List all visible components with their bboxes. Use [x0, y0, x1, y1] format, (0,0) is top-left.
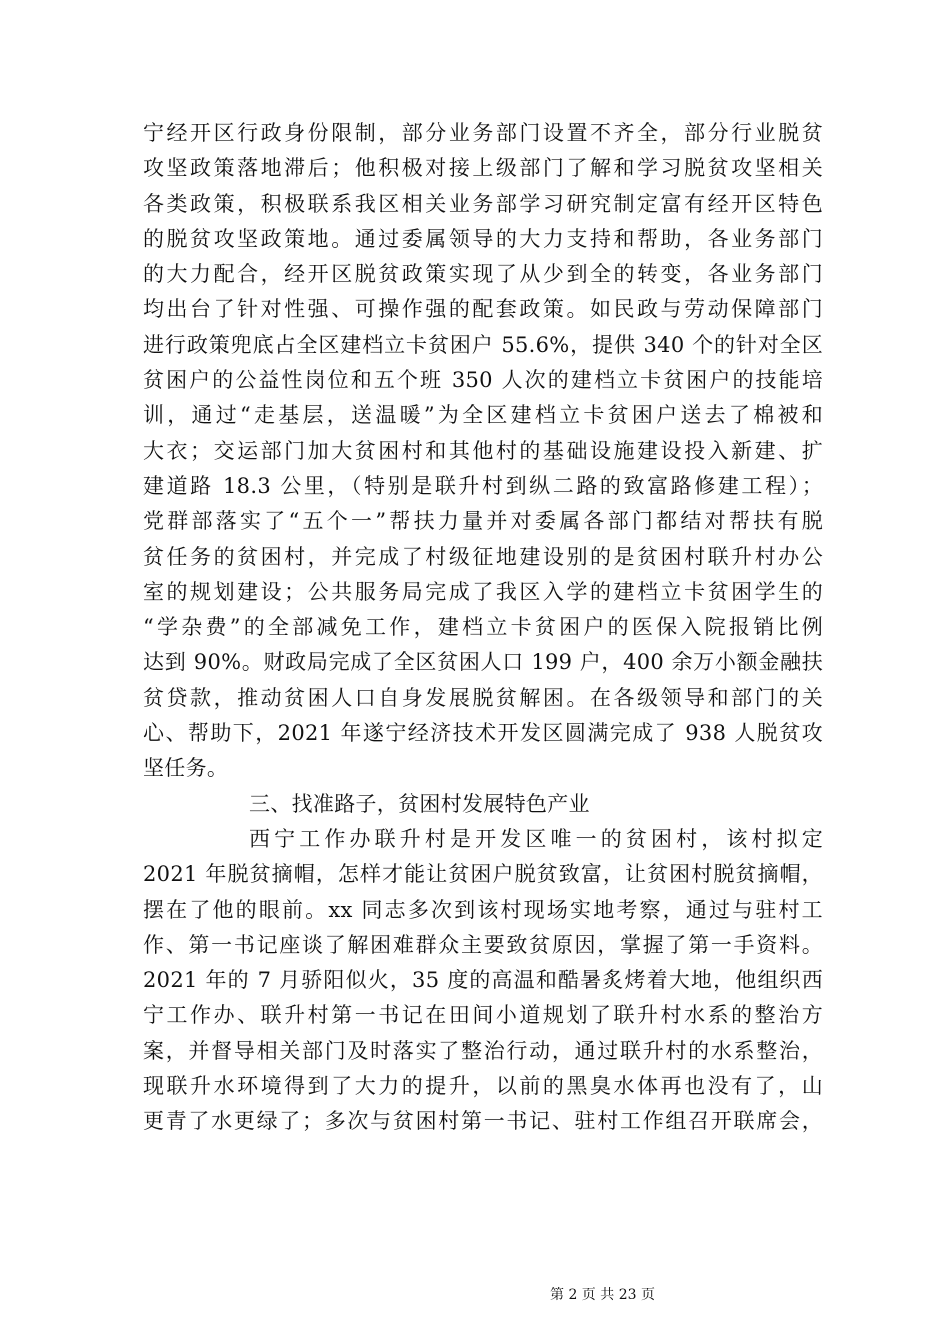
page-number-footer: 第 2 页 共 23 页 [550, 1287, 655, 1303]
paragraph-line: 各类政策，积极联系我区相关业务部学习研究制定富有经开区特色 [143, 191, 823, 216]
section-line: 现联升水环境得到了大力的提升，以前的黑臭水体再也没有了，山 [143, 1074, 823, 1099]
paragraph-line: 宁经开区行政身份限制，部分业务部门设置不齐全，部分行业脱贫 [143, 121, 823, 145]
paragraph-line: 大衣；交运部门加大贫困村和其他村的基础设施建设投入新建、扩 [143, 438, 823, 463]
paragraph-line: 的脱贫攻坚政策地。通过委属领导的大力支持和帮助，各业务部门 [143, 226, 823, 251]
paragraph-line: 心、帮助下，2021 年遂宁经济技术开发区圆满完成了 938 人脱贫攻 [143, 721, 823, 746]
paragraph-line: “学杂费”的全部减免工作，建档立卡贫困户的医保入院报销比例 [143, 615, 823, 640]
section-line: 作、第一书记座谈了解困难群众主要致贫原因，掌握了第一手资料。 [143, 932, 823, 957]
paragraph-line: 的大力配合，经开区脱贫政策实现了从少到全的转变，各业务部门 [143, 262, 823, 287]
paragraph-line: 均出台了针对性强、可操作强的配套政策。如民政与劳动保障部门 [143, 297, 823, 322]
paragraph-line: 建道路 18.3 公里，（特别是联升村到纵二路的致富路修建工程）； [143, 473, 823, 498]
paragraph-line: 攻坚政策落地滞后；他积极对接上级部门了解和学习脱贫攻坚相关 [143, 156, 823, 181]
section-line: 案，并督导相关部门及时落实了整治行动，通过联升村的水系整治， [143, 1038, 823, 1063]
section-line: 更青了水更绿了；多次与贫困村第一书记、驻村工作组召开联席会， [143, 1109, 823, 1134]
paragraph-line: 贫困户的公益性岗位和五个班 350 人次的建档立卡贫困户的技能培 [143, 368, 823, 393]
paragraph-line: 达到 90%。财政局完成了全区贫困人口 199 户，400 余万小额金融扶 [143, 650, 823, 675]
paragraph-line: 进行政策兜底占全区建档立卡贫困户 55.6%，提供 340 个的针对全区 [143, 332, 823, 357]
paragraph-line: 贫任务的贫困村，并完成了村级征地建设别的是贫困村联升村办公 [143, 544, 823, 569]
paragraph-line: 贫贷款，推动贫困人口自身发展脱贫解困。在各级领导和部门的关 [143, 685, 823, 710]
section-heading: 三、找准路子，贫困村发展特色产业 [249, 791, 590, 816]
section-line: 摆在了他的眼前。xx 同志多次到该村现场实地考察，通过与驻村工 [143, 897, 823, 922]
paragraph-line: 坚任务。 [143, 756, 229, 781]
section-line: 西宁工作办联升村是开发区唯一的贫困村，该村拟定 [249, 826, 823, 851]
body-text [143, 116, 823, 1140]
section-line: 宁工作办、联升村第一书记在田间小道规划了联升村水系的整治方 [143, 1003, 823, 1028]
paragraph-line: 训，通过“走基层，送温暖”为全区建档立卡贫困户送去了棉被和 [143, 403, 823, 428]
paragraph-line: 党群部落实了“五个一”帮扶力量并对委属各部门都结对帮扶有脱 [143, 509, 823, 534]
section-line: 2021 年的 7 月骄阳似火，35 度的高温和酷暑炙烤着大地，他组织西 [143, 968, 823, 993]
paragraph-line: 室的规划建设；公共服务局完成了我区入学的建档立卡贫困学生的 [143, 579, 823, 604]
section-line: 2021 年脱贫摘帽，怎样才能让贫困户脱贫致富，让贫困村脱贫摘帽， [143, 862, 823, 887]
